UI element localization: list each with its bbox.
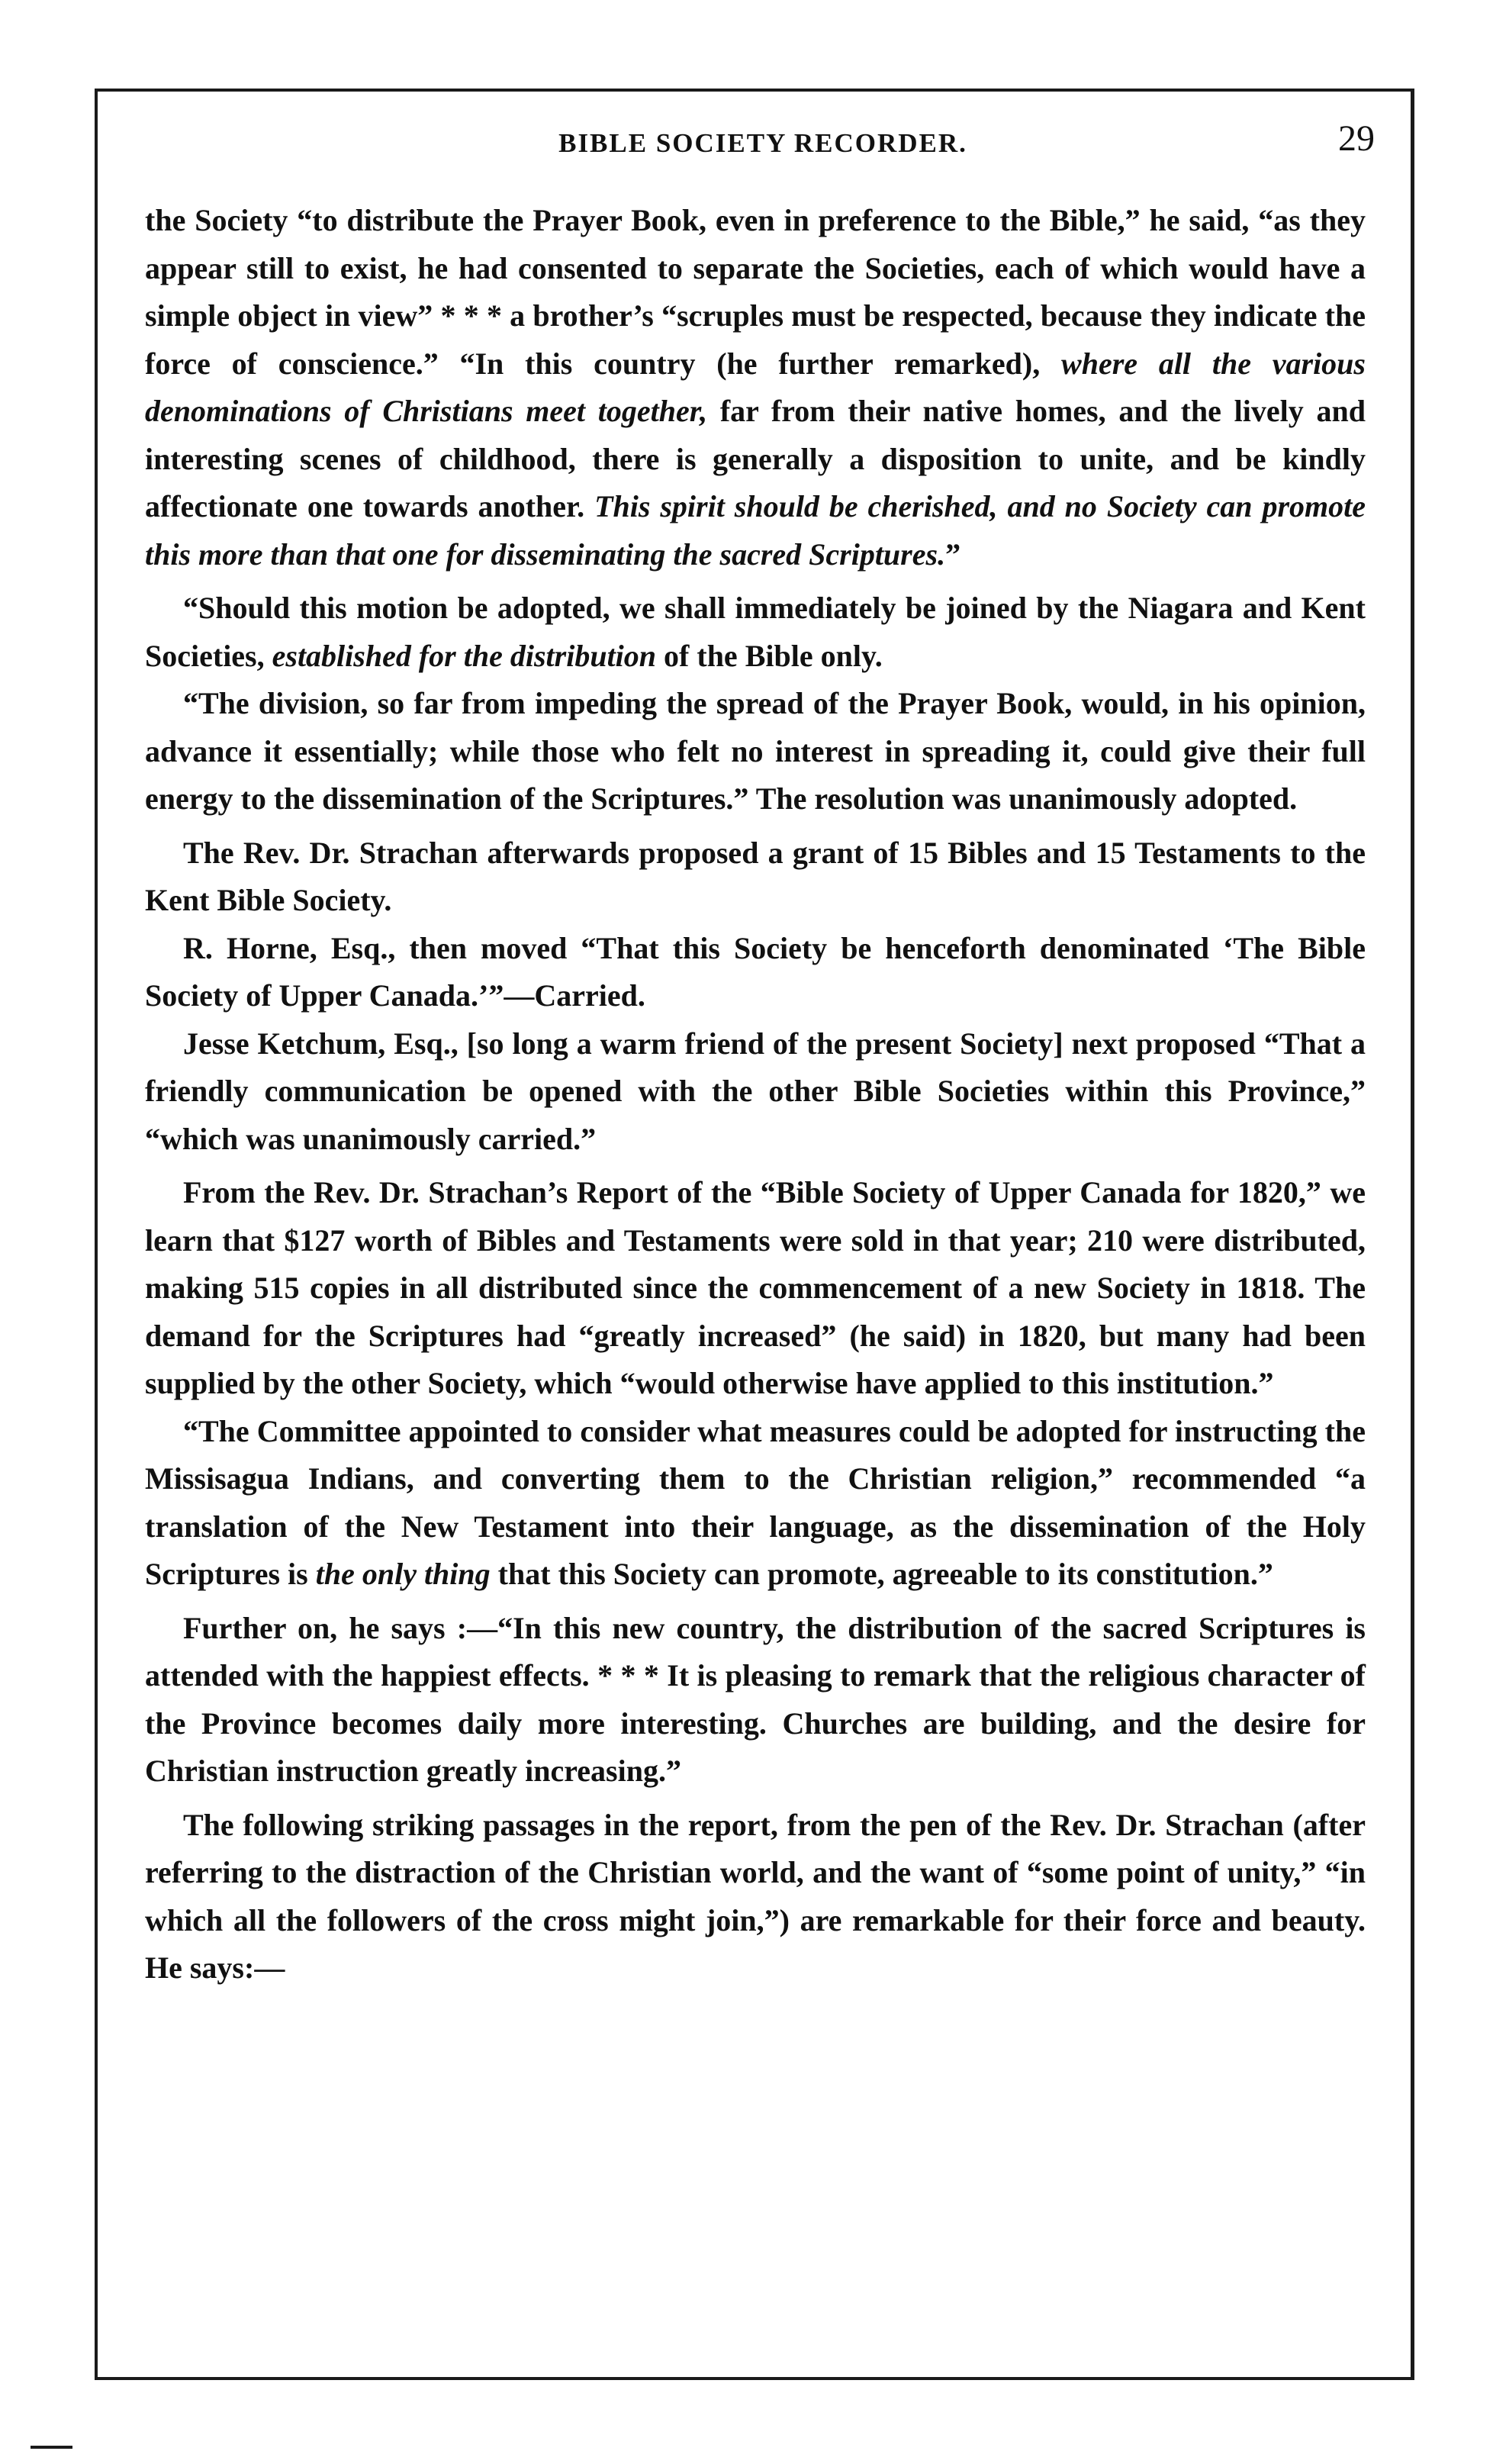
text-segment: “The Committee appointed to consider what measures could be adopted for instructing the Missisagua Indians, and converting them to the Christian religion,” recommended “a translation of the New Testament into their language, as the dissemination of the Holy Scriptures is xyxy=(145,1413,1366,1591)
text-segment: From the Rev. Dr. Strachan’s Report of the “Bible Society of Upper Canada for 1820,” we learn that $127 worth of Bibles and Testaments were sold in that year; 210 were distributed, making 515 copies in all distributed since the commencement of a new Society in 1818. The demand for the Scriptures had “greatly increased” (he said) in 1820, but many had been supplied by the other Society, which “would otherwise have applied to this institution.” xyxy=(145,1175,1366,1400)
article-body xyxy=(145,197,1366,1992)
paragraph-gap xyxy=(145,1163,1366,1169)
italic-text-segment: established for the distribution xyxy=(272,638,657,673)
text-segment: that this Society can promote, agreeable to its constitution.” xyxy=(490,1557,1273,1591)
paragraph-p4 xyxy=(145,829,1366,925)
text-segment: “The division, so far from impeding the spread of the Prayer Book, would, in his opinion, advance it essentially; while those who felt no interest in spreading it, could give their full energy to the dissemination of the Scriptures.” The resolution was unanimously adopted. xyxy=(145,686,1366,816)
text-segment: the Society “to distribute the Prayer Book, even in preference to the Bible,” he said, “as they appear still to exist, he had consented to separate the Societies, each of which would have a simple object in view” * * * a brother’s “scruples must be respected, because they indicate the force of conscience.” “In this country (he further remarked), xyxy=(145,203,1366,381)
paragraph-p6 xyxy=(145,1020,1366,1164)
paragraph-gap xyxy=(145,1599,1366,1605)
paragraph-p8 xyxy=(145,1408,1366,1599)
running-title: BIBLE SOCIETY RECORDER. xyxy=(558,128,967,158)
paragraph-p1 xyxy=(145,197,1366,578)
text-segment: ” xyxy=(945,536,961,572)
corner-rule xyxy=(31,2446,72,2449)
italic-text-segment: This spirit should be cherished, and no Society can promote this more than that one for disseminating the sacred Scriptures. xyxy=(145,489,1366,572)
text-segment: Jesse Ketchum, Esq., [so long a warm friend of the present Society] next proposed “That a friendly communication be opened with the other Bible Societies within this Province,” “which was unanimously carried.” xyxy=(145,1026,1366,1156)
text-segment: Further on, he says :—“In this new country, the distribution of the sacred Scriptures is attended with the happiest effects. * * * It is pleasing to remark that the religious character of the Province becomes daily more interesting. Churches are building, and the desire for Christian instruction greatly increasing.” xyxy=(145,1610,1366,1788)
paragraph-p3 xyxy=(145,680,1366,823)
paragraph-p7 xyxy=(145,1169,1366,1408)
text-segment: The following striking passages in the report, from the pen of the Rev. Dr. Strachan (after referring to the distraction of the Christian world, and the want of “some point of unity,” “in which all the followers of the cross might join,”) are remarkable for their force and beauty. He says:— xyxy=(145,1807,1366,1985)
text-segment: of the Bible only. xyxy=(656,638,883,673)
paragraph-p9 xyxy=(145,1605,1366,1796)
paragraph-p5 xyxy=(145,925,1366,1020)
italic-text-segment: where all the various denominations of Christians meet together, xyxy=(145,346,1366,428)
paragraph-gap xyxy=(145,1796,1366,1802)
paragraph-gap xyxy=(145,823,1366,829)
text-segment: “Should this motion be adopted, we shall immediately be joined by the Niagara and Kent Societies, xyxy=(145,591,1366,673)
paragraph-p10 xyxy=(145,1802,1366,1992)
paragraph-p2 xyxy=(145,585,1366,680)
italic-text-segment: the only thing xyxy=(315,1557,491,1591)
text-segment: R. Horne, Esq., then moved “That this Society be henceforth denominated ‘The Bible Society of Upper Canada.’”—Carried. xyxy=(145,930,1366,1013)
page-header xyxy=(145,114,1381,176)
text-segment: far from their native homes, and the lively and interesting scenes of childhood, there is generally a disposition to unite, and be kindly affectionate one towards another. xyxy=(145,394,1366,523)
paragraph-gap xyxy=(145,578,1366,585)
page-number: 29 xyxy=(1338,118,1375,159)
text-segment: The Rev. Dr. Strachan afterwards proposed a grant of 15 Bibles and 15 Testaments to the Kent Bible Society. xyxy=(145,835,1366,917)
